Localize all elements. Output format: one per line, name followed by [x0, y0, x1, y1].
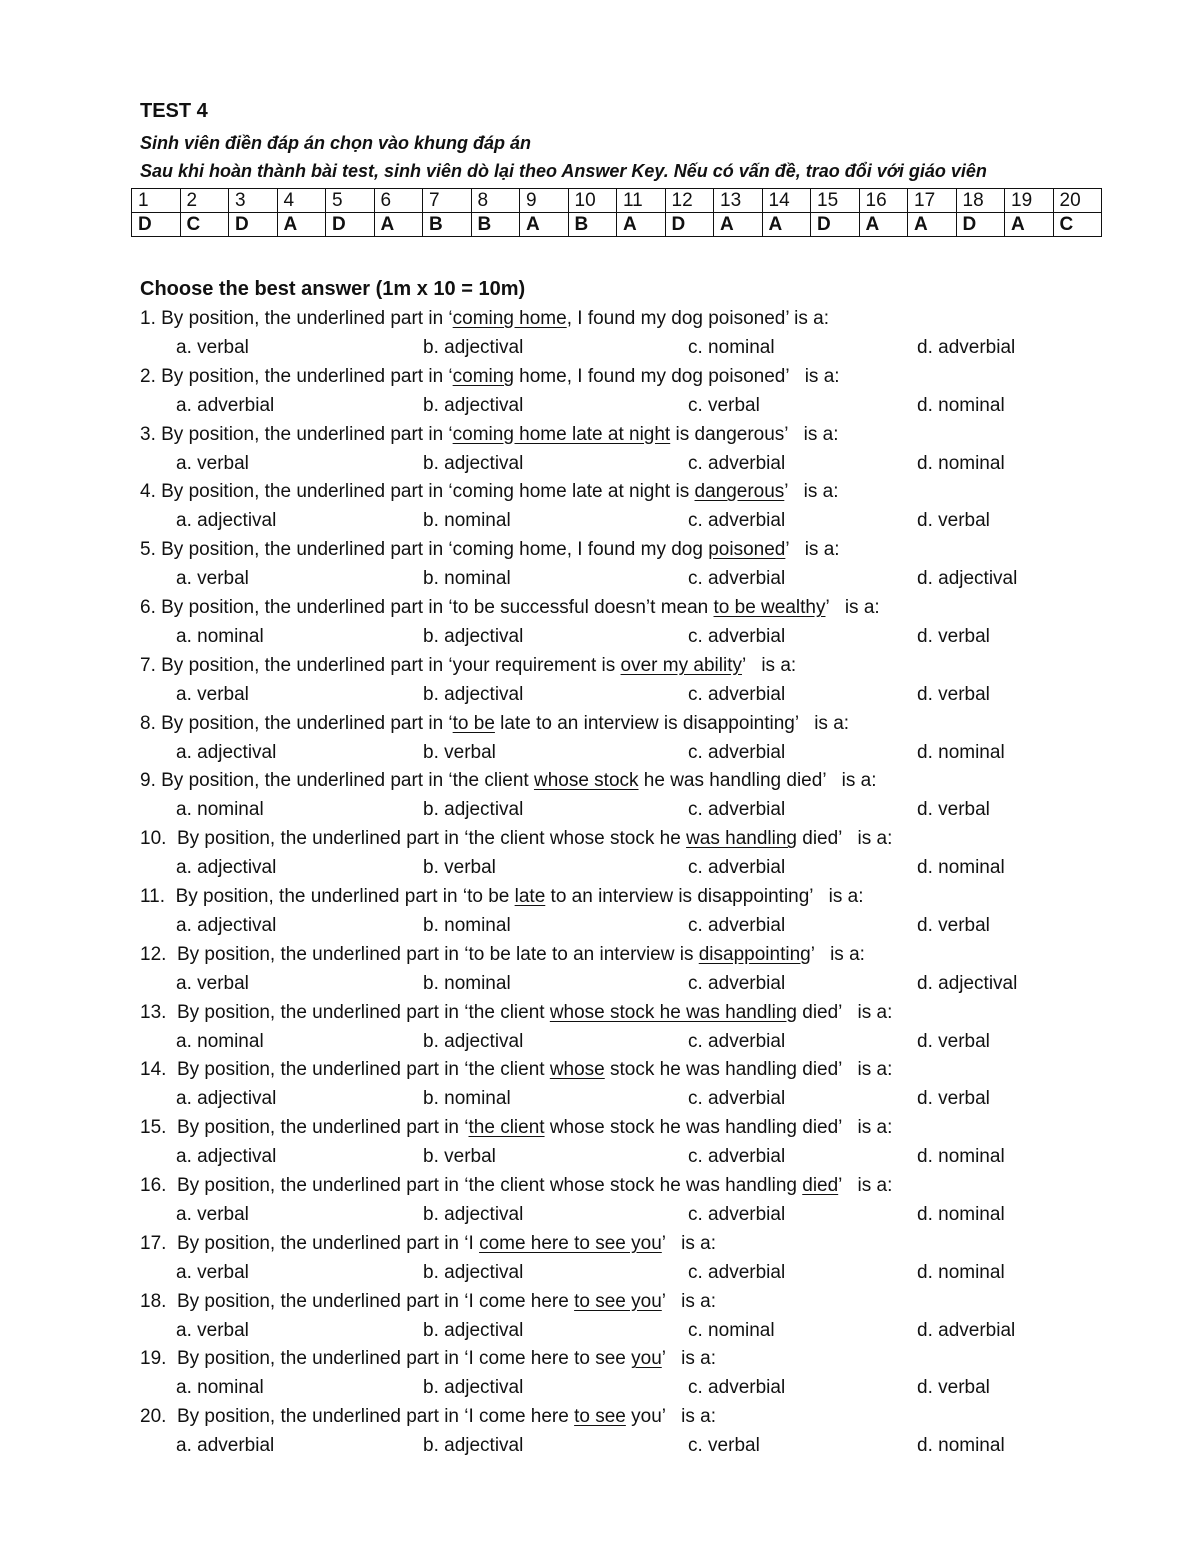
question-item — [140, 481, 1140, 539]
option-a: a. verbal — [176, 1319, 249, 1341]
question-stem — [140, 713, 849, 735]
option-c: c. verbal — [688, 1435, 760, 1457]
answer-key-number-cell: 18 — [956, 189, 1005, 213]
underlined-part: to be wealthy — [713, 597, 826, 618]
option-d: d. nominal — [917, 1261, 1005, 1283]
option-c: c. verbal — [688, 394, 760, 416]
option-b: b. nominal — [423, 1088, 511, 1110]
answer-key-number-cell: 1 — [132, 189, 181, 213]
option-d: d. adjectival — [917, 972, 1018, 994]
answer-key-answer-cell: D — [326, 213, 375, 237]
option-a: a. nominal — [176, 1030, 264, 1052]
question-text: By position, the underlined part in ‘I come here to see — [176, 1348, 632, 1370]
question-text: ’ is a: — [825, 597, 880, 618]
option-b: b. adjectival — [423, 394, 524, 416]
option-d: d. adjectival — [917, 568, 1018, 590]
question-text: whose stock he was handling died’ is a: — [544, 1117, 893, 1139]
option-b: b. adjectival — [423, 1261, 524, 1283]
option-b: b. nominal — [423, 915, 511, 936]
underlined-part: the client — [468, 1117, 545, 1139]
option-c: c. adverbial — [688, 1204, 786, 1225]
question-number: 11. — [140, 886, 176, 907]
option-b: b. adjectival — [423, 1204, 524, 1225]
question-text: By position, the underlined part in ‘ — [161, 423, 453, 445]
answer-key-number-cell: 16 — [859, 189, 908, 213]
underlined-part: dangerous — [694, 481, 785, 503]
option-d: d. adverbial — [917, 1319, 1016, 1341]
underlined-part: late — [514, 886, 546, 907]
question-stem — [140, 424, 839, 446]
option-a: a. verbal — [176, 1204, 249, 1225]
option-d: d. nominal — [917, 1204, 1005, 1225]
instruction-line-1: Sinh viên điền đáp án chọn vào khung đáp án — [140, 133, 532, 153]
question-text: By position, the underlined part in ‘the client — [161, 770, 534, 792]
question-text: home, I found my dog poisoned’ is a: — [513, 365, 840, 387]
question-stem — [140, 1059, 892, 1081]
question-number: 1. — [140, 308, 162, 329]
option-a: a. verbal — [176, 337, 249, 358]
question-text: By position, the underlined part in ‘your requirement is — [161, 654, 621, 676]
option-a: a. nominal — [176, 626, 264, 647]
option-c: c. adverbial — [688, 568, 786, 590]
option-a: a. nominal — [176, 1377, 264, 1399]
option-d: d. adverbial — [917, 337, 1016, 358]
question-stem — [140, 1406, 716, 1428]
question-stem — [140, 597, 880, 619]
option-c: c. adverbial — [688, 741, 786, 763]
option-a: a. verbal — [176, 568, 249, 590]
question-text: ’ is a: — [661, 1348, 716, 1370]
question-number: 19. — [140, 1348, 177, 1370]
option-a: a. verbal — [176, 1261, 249, 1283]
question-item — [140, 539, 1140, 597]
option-d: d. nominal — [917, 1435, 1005, 1457]
question-item — [140, 308, 1140, 366]
question-stem — [140, 308, 829, 330]
answer-key-answer-cell: A — [1005, 213, 1054, 237]
underlined-part: was handling — [686, 828, 797, 850]
answer-key-answer-cell: A — [617, 213, 666, 237]
question-text: ’ is a: — [784, 481, 839, 503]
underlined-part: poisoned — [708, 539, 786, 561]
option-d: d. nominal — [917, 857, 1005, 879]
question-number: 12. — [140, 943, 177, 965]
section-heading: Choose the best answer (1m x 10 = 10m) — [140, 278, 526, 300]
question-item — [140, 944, 1140, 1002]
option-a: a. adjectival — [176, 915, 277, 936]
question-item — [140, 886, 1140, 944]
question-text: By position, the underlined part in ‘I come here — [176, 1290, 575, 1312]
option-a: a. adjectival — [176, 510, 277, 532]
option-c: c. adverbial — [688, 1088, 786, 1110]
option-a: a. verbal — [176, 683, 249, 705]
answer-key-number-cell: 4 — [277, 189, 326, 213]
question-number: 16. — [140, 1175, 177, 1196]
option-a: a. adjectival — [176, 857, 277, 879]
answer-key-number-cell: 6 — [374, 189, 423, 213]
question-text: died’ is a: — [796, 1001, 893, 1023]
option-c: c. adverbial — [688, 972, 786, 994]
underlined-part: whose stock he was handling — [549, 1001, 797, 1023]
option-d: d. nominal — [917, 452, 1005, 474]
option-d: d. verbal — [917, 683, 990, 705]
question-item — [140, 1059, 1140, 1117]
option-b: b. adjectival — [423, 452, 524, 474]
option-c: c. adverbial — [688, 799, 786, 821]
question-item — [140, 1002, 1140, 1060]
question-text: ’ is a: — [785, 539, 840, 561]
question-text: , I found my dog poisoned’ is a: — [566, 308, 829, 329]
question-number: 13. — [140, 1001, 177, 1023]
option-c: c. adverbial — [688, 452, 786, 474]
question-item — [140, 713, 1140, 771]
underlined-part: to see — [574, 1406, 626, 1428]
question-stem — [140, 886, 864, 908]
question-text: is dangerous’ is a: — [670, 423, 839, 445]
question-text: late to an interview is disappointing’ is a: — [494, 712, 850, 734]
question-item — [140, 1117, 1140, 1175]
answer-key-answer-cell: B — [568, 213, 617, 237]
option-d: d. nominal — [917, 394, 1005, 416]
answer-key-answer-cell: A — [374, 213, 423, 237]
question-item — [140, 770, 1140, 828]
question-text: By position, the underlined part in ‘ — [161, 712, 453, 734]
question-text: you’ is a: — [625, 1406, 716, 1428]
question-text: ’ is a: — [838, 1175, 893, 1196]
answer-key-answer-cell: A — [908, 213, 957, 237]
question-text: By position, the underlined part in ‘to be late to an interview is — [176, 943, 699, 965]
answer-key-number-cell: 10 — [568, 189, 617, 213]
question-number: 3. — [140, 423, 162, 445]
option-d: d. verbal — [917, 799, 990, 821]
option-b: b. adjectival — [423, 1030, 524, 1052]
test-title: TEST 4 — [140, 100, 208, 122]
question-stem — [140, 944, 865, 966]
option-d: d. verbal — [917, 1030, 990, 1052]
option-b: b. nominal — [423, 972, 511, 994]
question-text: died’ is a: — [796, 828, 893, 850]
option-c: c. adverbial — [688, 1030, 786, 1052]
question-item — [140, 424, 1140, 482]
question-item — [140, 1406, 1140, 1464]
question-text: By position, the underlined part in ‘the client whose stock he — [176, 828, 687, 850]
option-b: b. verbal — [423, 857, 496, 879]
option-c: c. adverbial — [688, 626, 786, 647]
option-a: a. nominal — [176, 799, 264, 821]
question-number: 2. — [140, 365, 162, 387]
underlined-part: over my ability — [620, 654, 742, 676]
question-text: By position, the underlined part in ‘I — [176, 1232, 480, 1254]
answer-key-answer-cell: A — [762, 213, 811, 237]
option-b: b. adjectival — [423, 799, 524, 821]
answer-key-number-cell: 8 — [471, 189, 520, 213]
underlined-part: come here to see you — [479, 1232, 662, 1254]
question-item — [140, 655, 1140, 713]
option-b: b. verbal — [423, 741, 496, 763]
question-number: 10. — [140, 828, 177, 850]
question-number: 18. — [140, 1290, 177, 1312]
answer-key-number-cell: 11 — [617, 189, 666, 213]
question-text: By position, the underlined part in ‘to be — [175, 886, 515, 907]
answer-key-number-cell: 5 — [326, 189, 375, 213]
question-number: 14. — [140, 1059, 177, 1081]
option-d: d. verbal — [917, 1088, 990, 1110]
option-c: c. adverbial — [688, 683, 786, 705]
option-c: c. nominal — [688, 1319, 775, 1341]
answer-key-number-cell: 9 — [520, 189, 569, 213]
question-text: By position, the underlined part in ‘the client — [176, 1001, 550, 1023]
question-text: By position, the underlined part in ‘to be successful doesn’t mean — [161, 597, 714, 618]
answer-key-answer-row — [132, 213, 1102, 237]
question-number: 7. — [140, 654, 162, 676]
answer-key-table — [131, 188, 1102, 237]
answer-key-number-cell: 14 — [762, 189, 811, 213]
question-number: 20. — [140, 1406, 177, 1428]
question-item — [140, 366, 1140, 424]
answer-key-number-cell: 2 — [180, 189, 229, 213]
underlined-part: disappointing — [698, 943, 811, 965]
question-item — [140, 1175, 1140, 1233]
question-item — [140, 1291, 1140, 1349]
option-b: b. adjectival — [423, 1377, 524, 1399]
question-text: By position, the underlined part in ‘coming home, I found my dog — [161, 539, 709, 561]
answer-key-number-cell: 13 — [714, 189, 763, 213]
question-stem — [140, 1175, 892, 1197]
question-text: he was handling died’ is a: — [638, 770, 877, 792]
option-b: b. adjectival — [423, 1319, 524, 1341]
answer-key-number-row — [132, 189, 1102, 213]
underlined-part: died — [802, 1175, 839, 1196]
option-b: b. adjectival — [423, 1435, 524, 1457]
option-a: a. adjectival — [176, 741, 277, 763]
answer-key-answer-cell: B — [471, 213, 520, 237]
option-a: a. adverbial — [176, 1435, 275, 1457]
question-text: By position, the underlined part in ‘coming home late at night is — [161, 481, 695, 503]
option-c: c. adverbial — [688, 1146, 786, 1168]
answer-key-number-cell: 15 — [811, 189, 860, 213]
underlined-part: whose — [549, 1059, 605, 1081]
option-c: c. adverbial — [688, 915, 786, 936]
answer-key-number-cell: 7 — [423, 189, 472, 213]
underlined-part: to see you — [574, 1290, 662, 1312]
option-c: c. adverbial — [688, 1377, 786, 1399]
option-d: d. nominal — [917, 1146, 1005, 1168]
question-text: By position, the underlined part in ‘the client whose stock he was handling — [176, 1175, 803, 1196]
question-text: By position, the underlined part in ‘the client — [176, 1059, 550, 1081]
question-number: 6. — [140, 597, 162, 618]
answer-key-number-cell: 12 — [665, 189, 714, 213]
question-text: By position, the underlined part in ‘ — [176, 1117, 469, 1139]
question-stem — [140, 1348, 716, 1370]
question-item — [140, 828, 1140, 886]
option-a: a. verbal — [176, 972, 249, 994]
option-d: d. verbal — [917, 1377, 990, 1399]
option-c: c. adverbial — [688, 857, 786, 879]
underlined-part: whose stock — [533, 770, 639, 792]
underlined-part: coming — [452, 365, 514, 387]
underlined-part: coming home late at night — [452, 423, 671, 445]
option-d: d. verbal — [917, 915, 990, 936]
question-text: ’ is a: — [810, 943, 865, 965]
option-a: a. verbal — [176, 452, 249, 474]
question-item — [140, 1233, 1140, 1291]
answer-key-answer-cell: C — [1053, 213, 1102, 237]
answer-key-answer-cell: A — [520, 213, 569, 237]
question-stem — [140, 1002, 892, 1024]
option-a: a. adjectival — [176, 1088, 277, 1110]
question-stem — [140, 366, 840, 388]
option-b: b. adjectival — [423, 683, 524, 705]
underlined-part: you — [631, 1348, 662, 1370]
question-stem — [140, 481, 839, 503]
option-d: d. nominal — [917, 741, 1005, 763]
question-text: By position, the underlined part in ‘ — [161, 308, 453, 329]
question-number: 4. — [140, 481, 162, 503]
option-d: d. verbal — [917, 626, 990, 647]
answer-key-answer-cell: A — [859, 213, 908, 237]
question-stem — [140, 539, 840, 561]
question-stem — [140, 1233, 716, 1255]
question-stem — [140, 770, 877, 792]
answer-key-number-cell: 19 — [1005, 189, 1054, 213]
question-text: ’ is a: — [741, 654, 797, 676]
answer-key-answer-cell: D — [811, 213, 860, 237]
question-number: 15. — [140, 1117, 177, 1139]
option-b: b. adjectival — [423, 626, 524, 647]
answer-key-answer-cell: A — [714, 213, 763, 237]
option-c: c. adverbial — [688, 1261, 786, 1283]
question-item — [140, 1348, 1140, 1406]
question-stem — [140, 1117, 892, 1139]
option-d: d. verbal — [917, 510, 990, 532]
option-a: a. adjectival — [176, 1146, 277, 1168]
question-stem — [140, 828, 892, 850]
answer-key-answer-cell: C — [180, 213, 229, 237]
option-a: a. adverbial — [176, 394, 275, 416]
option-b: b. adjectival — [423, 337, 524, 358]
answer-key-number-cell: 3 — [229, 189, 278, 213]
answer-key-number-cell: 17 — [908, 189, 957, 213]
instruction-line-2: Sau khi hoàn thành bài test, sinh viên dò lại theo Answer Key. Nếu có vấn đề, trao đổi với giáo viên — [140, 161, 987, 181]
question-text: By position, the underlined part in ‘I come here — [176, 1406, 575, 1428]
question-item — [140, 597, 1140, 655]
question-text: ’ is a: — [661, 1290, 716, 1312]
answer-key-answer-cell: D — [132, 213, 181, 237]
answer-key-number-cell: 20 — [1053, 189, 1102, 213]
answer-key-answer-cell: D — [229, 213, 278, 237]
answer-key-answer-cell: B — [423, 213, 472, 237]
answer-key-answer-cell: D — [956, 213, 1005, 237]
option-c: c. adverbial — [688, 510, 786, 532]
underlined-part: to be — [452, 712, 495, 734]
answer-key-answer-cell: D — [665, 213, 714, 237]
question-text: By position, the underlined part in ‘ — [161, 365, 453, 387]
question-number: 17. — [140, 1232, 177, 1254]
option-b: b. nominal — [423, 510, 511, 532]
question-text: to an interview is disappointing’ is a: — [545, 886, 864, 907]
option-c: c. nominal — [688, 337, 775, 358]
question-number: 5. — [140, 539, 162, 561]
question-number: 9. — [140, 770, 162, 792]
question-number: 8. — [140, 712, 162, 734]
option-b: b. nominal — [423, 568, 511, 590]
option-b: b. verbal — [423, 1146, 496, 1168]
question-text: ’ is a: — [661, 1232, 716, 1254]
underlined-part: coming home — [452, 308, 567, 329]
question-stem — [140, 655, 796, 677]
answer-key-answer-cell: A — [277, 213, 326, 237]
question-text: stock he was handling died’ is a: — [604, 1059, 893, 1081]
question-stem — [140, 1291, 716, 1313]
